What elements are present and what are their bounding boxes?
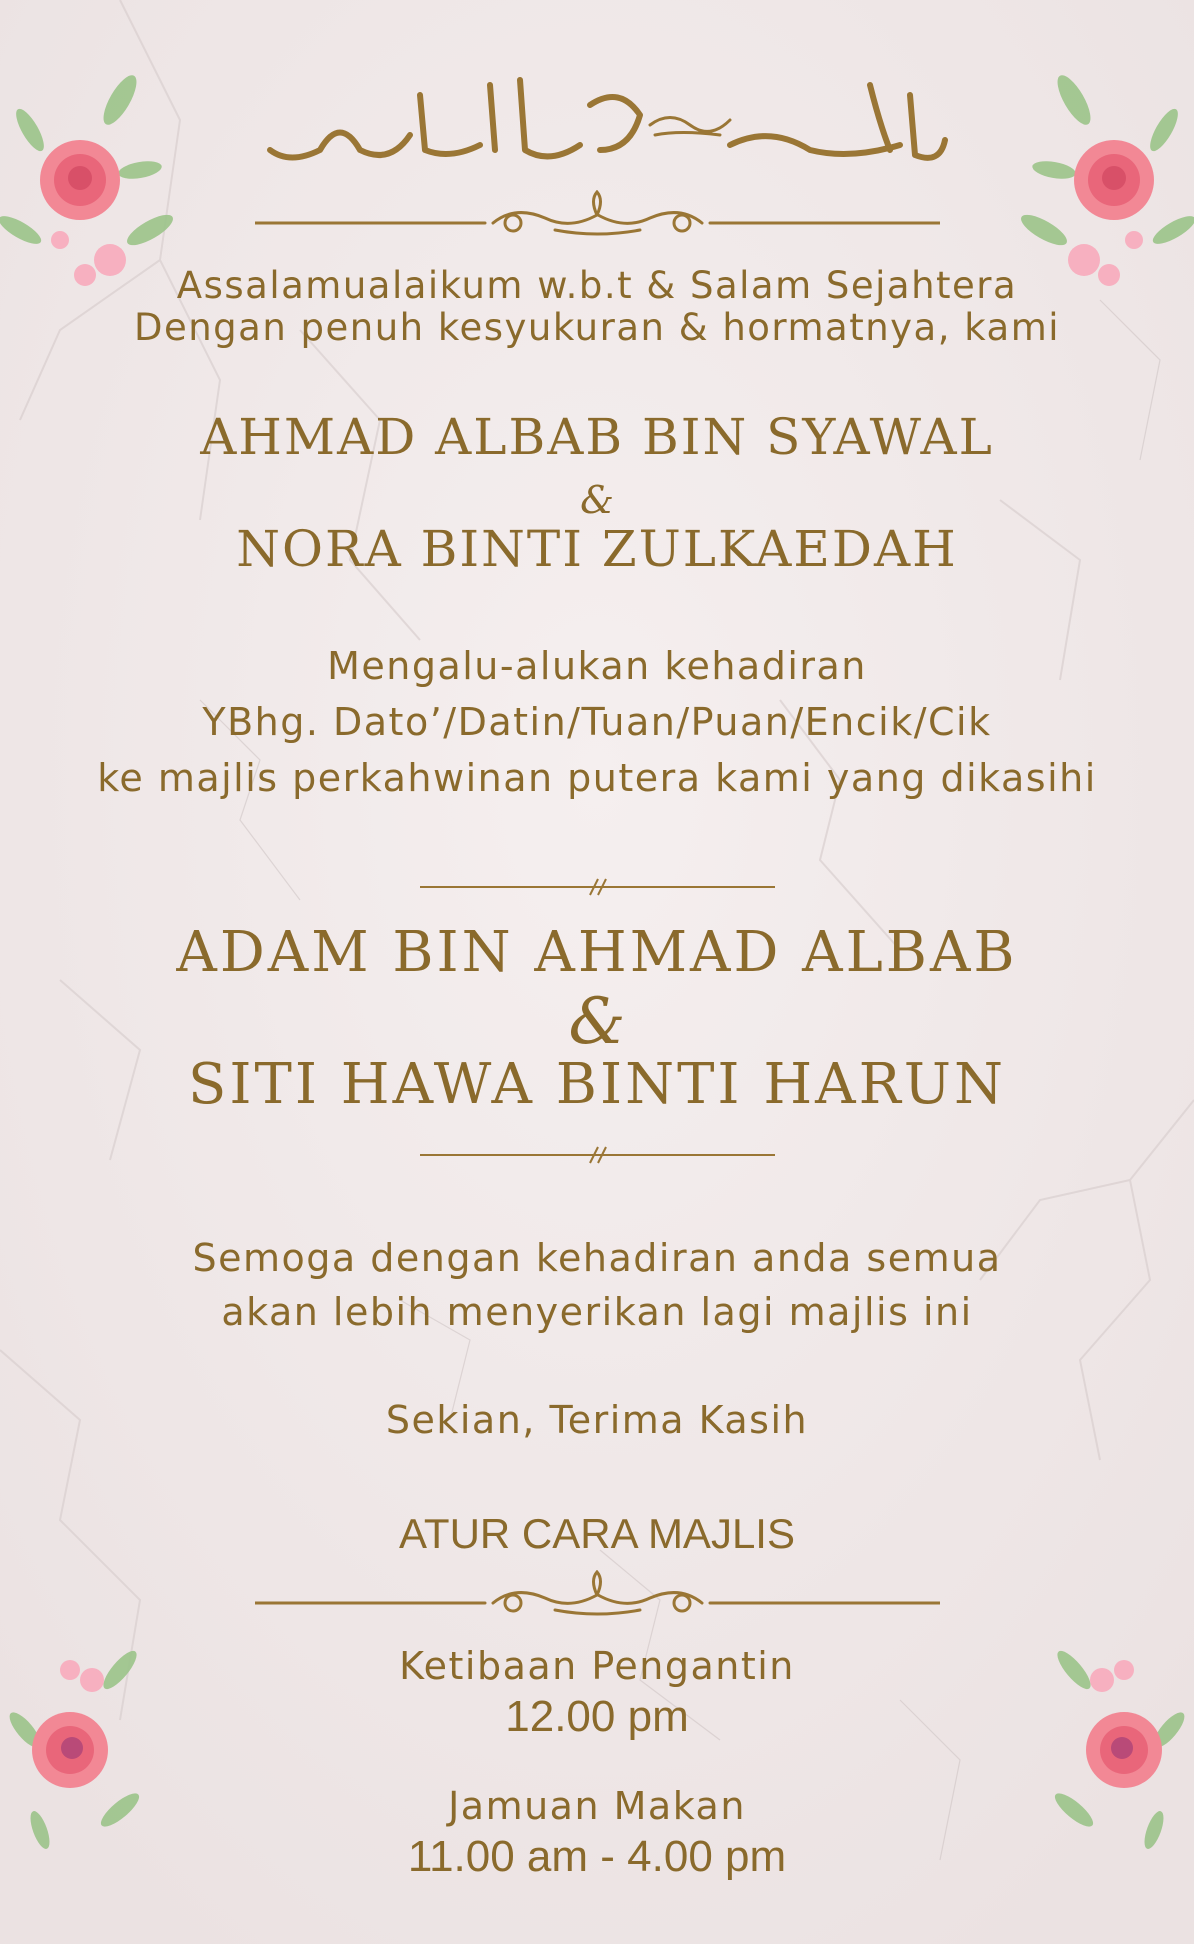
couple-ampersand: &	[568, 985, 626, 1059]
flourish-divider	[255, 190, 940, 240]
closing-line-2: akan lebih menyerikan lagi majlis ini	[221, 1290, 973, 1334]
groom-name: ADAM BIN AHMAD ALBAB	[176, 920, 1018, 985]
closing-line-1: Semoga dengan kehadiran anda semua	[192, 1236, 1002, 1280]
rose-bouquet-icon	[1034, 1640, 1194, 1860]
invitation-line-1: Mengalu-alukan kehadiran	[327, 644, 867, 688]
rose-bouquet-icon	[1014, 60, 1194, 300]
closing-thanks: Sekian, Terima Kasih	[385, 1398, 809, 1442]
schedule-title: ATUR CARA MAJLIS	[399, 1510, 795, 1557]
greeting-line-2: Dengan penuh kesyukuran & hormatnya, kami	[133, 306, 1061, 349]
flourish-divider	[255, 1570, 940, 1620]
mother-name: NORA BINTI ZULKAEDAH	[236, 520, 958, 578]
invitation-line-2: YBhg. Dato’/Datin/Tuan/Puan/Encik/Cik	[202, 700, 992, 744]
event-time: 11.00 am - 4.00 pm	[407, 1832, 787, 1881]
invitation-line-3: ke majlis perkahwinan putera kami yang dikasihi	[97, 756, 1097, 800]
slash-divider	[420, 1143, 775, 1167]
event-name: Ketibaan Pengantin	[399, 1644, 795, 1688]
parents-ampersand: &	[580, 478, 614, 522]
father-name: AHMAD ALBAB BIN SYAWAL	[200, 408, 994, 466]
greeting-line-1: Assalamualaikum w.b.t & Salam Sejahtera	[176, 264, 1018, 307]
rose-bouquet-icon	[0, 60, 180, 300]
event-name: Jamuan Makan	[448, 1784, 746, 1828]
rose-bouquet-icon	[0, 1640, 160, 1860]
event-time: 12.00 pm	[505, 1692, 689, 1741]
bride-name: SITI HAWA BINTI HARUN	[188, 1052, 1006, 1117]
bismillah-calligraphy	[250, 55, 950, 175]
slash-divider	[420, 875, 775, 899]
